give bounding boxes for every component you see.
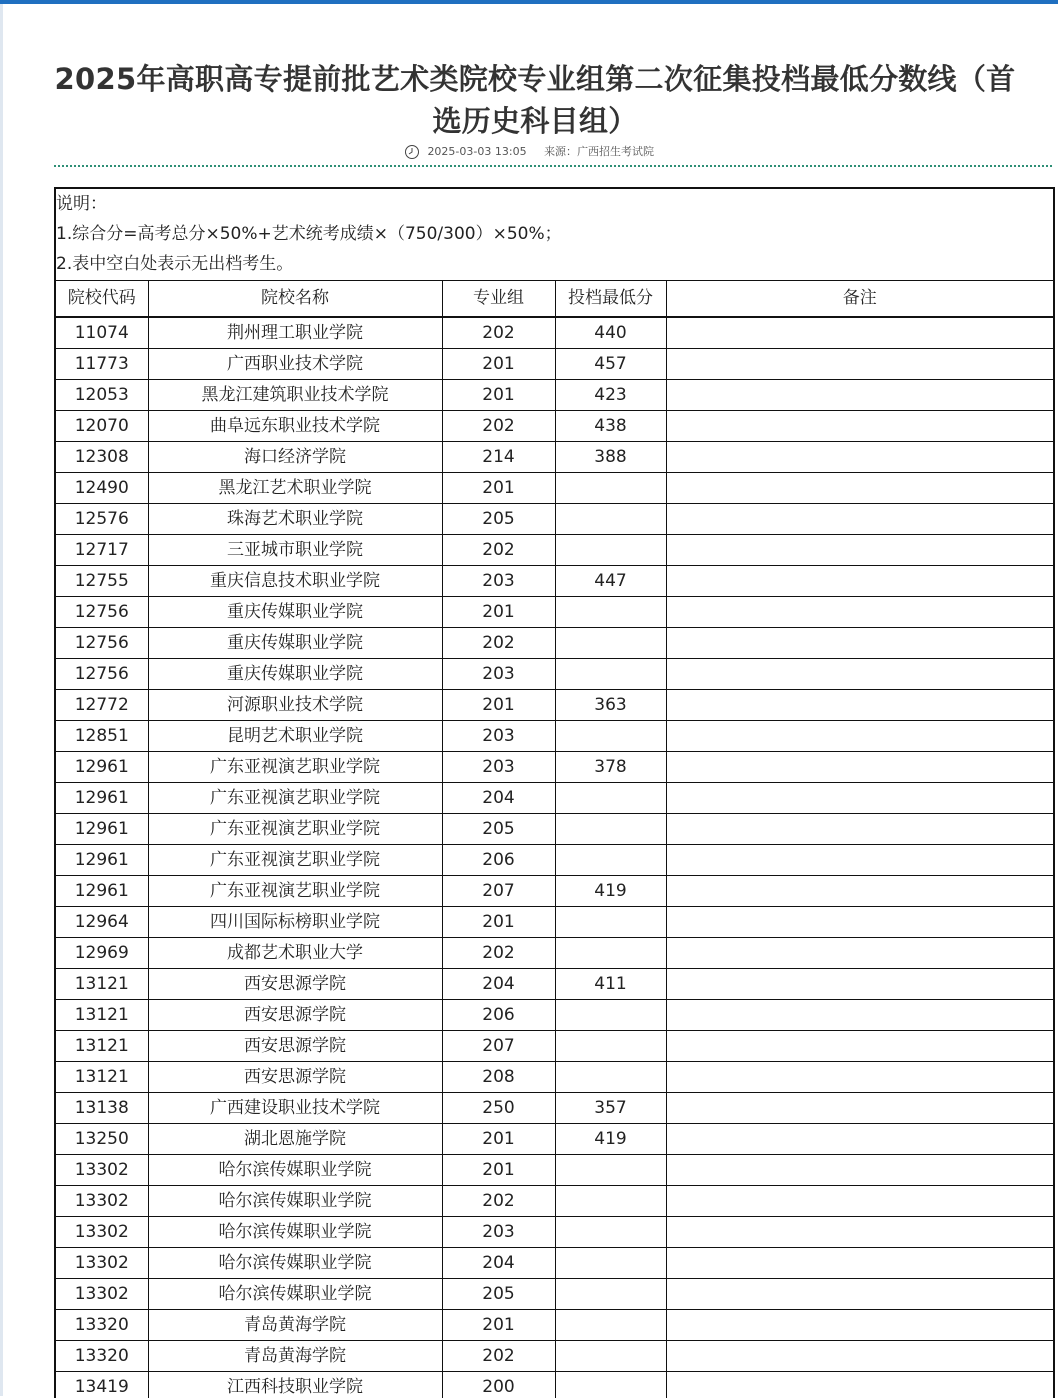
cell-major-group: 201 (442, 473, 555, 504)
cell-school-code: 12756 (56, 597, 148, 628)
cell-min-score (555, 845, 666, 876)
cell-major-group: 207 (442, 876, 555, 907)
cell-school-code: 13302 (56, 1279, 148, 1310)
cell-remarks (666, 1186, 1053, 1217)
cell-school-name: 广西职业技术学院 (148, 349, 442, 380)
cell-remarks (666, 628, 1053, 659)
cell-school-code: 13121 (56, 1062, 148, 1093)
cell-school-name: 湖北恩施学院 (148, 1124, 442, 1155)
cell-school-code: 13302 (56, 1155, 148, 1186)
cell-remarks (666, 317, 1053, 349)
table-row (56, 317, 1053, 349)
cell-school-name: 江西科技职业学院 (148, 1372, 442, 1398)
cell-school-name: 曲阜远东职业技术学院 (148, 411, 442, 442)
cell-school-code: 13121 (56, 1000, 148, 1031)
cell-major-group: 214 (442, 442, 555, 473)
cell-school-name: 西安思源学院 (148, 1031, 442, 1062)
cell-min-score: 419 (555, 1124, 666, 1155)
cell-major-group: 208 (442, 1062, 555, 1093)
score-table (56, 281, 1053, 1398)
score-sheet (54, 187, 1055, 1398)
cell-school-code: 12717 (56, 535, 148, 566)
left-edge (0, 4, 3, 1396)
table-row (56, 969, 1053, 1000)
cell-major-group: 205 (442, 1279, 555, 1310)
cell-min-score (555, 1310, 666, 1341)
header-school-name: 院校名称 (148, 281, 442, 317)
cell-school-code: 13250 (56, 1124, 148, 1155)
cell-remarks (666, 504, 1053, 535)
cell-school-name: 西安思源学院 (148, 969, 442, 1000)
cell-major-group: 201 (442, 380, 555, 411)
cell-school-code: 12772 (56, 690, 148, 721)
cell-min-score: 423 (555, 380, 666, 411)
cell-remarks (666, 1155, 1053, 1186)
cell-school-name: 哈尔滨传媒职业学院 (148, 1155, 442, 1186)
cell-min-score: 363 (555, 690, 666, 721)
cell-major-group: 202 (442, 1341, 555, 1372)
cell-remarks (666, 349, 1053, 380)
cell-min-score (555, 1248, 666, 1279)
cell-min-score (555, 783, 666, 814)
cell-major-group: 201 (442, 1155, 555, 1186)
header-min-score: 投档最低分 (555, 281, 666, 317)
cell-major-group: 250 (442, 1093, 555, 1124)
cell-school-code: 12964 (56, 907, 148, 938)
table-row (56, 690, 1053, 721)
cell-min-score (555, 1372, 666, 1398)
cell-school-code: 12755 (56, 566, 148, 597)
table-row (56, 1062, 1053, 1093)
cell-min-score (555, 1000, 666, 1031)
cell-min-score (555, 938, 666, 969)
table-row (56, 752, 1053, 783)
page-title: 2025年高职高专提前批艺术类院校专业组第二次征集投档最低分数线（首选历史科目组） (40, 58, 1030, 142)
cell-min-score (555, 473, 666, 504)
cell-major-group: 201 (442, 1310, 555, 1341)
cell-major-group: 202 (442, 411, 555, 442)
cell-min-score (555, 1031, 666, 1062)
cell-school-name: 广东亚视演艺职业学院 (148, 752, 442, 783)
cell-remarks (666, 1093, 1053, 1124)
cell-school-code: 12053 (56, 380, 148, 411)
cell-school-code: 12576 (56, 504, 148, 535)
cell-remarks (666, 938, 1053, 969)
cell-min-score: 357 (555, 1093, 666, 1124)
cell-school-code: 12969 (56, 938, 148, 969)
cell-school-name: 广东亚视演艺职业学院 (148, 814, 442, 845)
table-row (56, 814, 1053, 845)
cell-min-score (555, 1186, 666, 1217)
cell-school-name: 重庆传媒职业学院 (148, 659, 442, 690)
cell-min-score: 438 (555, 411, 666, 442)
cell-min-score (555, 1341, 666, 1372)
cell-remarks (666, 1248, 1053, 1279)
cell-remarks (666, 1279, 1053, 1310)
table-row (56, 1093, 1053, 1124)
cell-min-score (555, 1155, 666, 1186)
cell-min-score (555, 535, 666, 566)
notes-line-1: 1.综合分=高考总分×50%+艺术统考成绩×（750/300）×50%； (56, 219, 1053, 249)
cell-remarks (666, 907, 1053, 938)
cell-remarks (666, 783, 1053, 814)
source-name: 广西招生考试院 (577, 145, 654, 158)
cell-school-code: 12961 (56, 814, 148, 845)
cell-major-group: 203 (442, 721, 555, 752)
cell-major-group: 202 (442, 1186, 555, 1217)
table-row (56, 1000, 1053, 1031)
table-row (56, 845, 1053, 876)
cell-min-score: 419 (555, 876, 666, 907)
cell-remarks (666, 1000, 1053, 1031)
cell-school-name: 四川国际标榜职业学院 (148, 907, 442, 938)
notes-heading: 说明： (56, 189, 1053, 219)
table-row (56, 597, 1053, 628)
notes-line-2: 2.表中空白处表示无出档考生。 (56, 249, 1053, 279)
cell-major-group: 202 (442, 317, 555, 349)
article-meta (0, 143, 1058, 161)
cell-major-group: 203 (442, 1217, 555, 1248)
cell-school-name: 昆明艺术职业学院 (148, 721, 442, 752)
table-row (56, 1217, 1053, 1248)
cell-school-name: 成都艺术职业大学 (148, 938, 442, 969)
cell-major-group: 204 (442, 969, 555, 1000)
table-row (56, 473, 1053, 504)
cell-school-code: 12756 (56, 659, 148, 690)
cell-remarks (666, 442, 1053, 473)
table-row (56, 1248, 1053, 1279)
cell-min-score (555, 907, 666, 938)
cell-min-score: 447 (555, 566, 666, 597)
header-major-group: 专业组 (442, 281, 555, 317)
cell-school-code: 12961 (56, 783, 148, 814)
cell-min-score (555, 1217, 666, 1248)
cell-school-name: 青岛黄海学院 (148, 1310, 442, 1341)
cell-school-code: 12851 (56, 721, 148, 752)
cell-school-code: 12070 (56, 411, 148, 442)
cell-major-group: 205 (442, 504, 555, 535)
cell-min-score: 411 (555, 969, 666, 1000)
table-row (56, 442, 1053, 473)
cell-remarks (666, 1310, 1053, 1341)
cell-school-name: 三亚城市职业学院 (148, 535, 442, 566)
cell-school-code: 13121 (56, 969, 148, 1000)
cell-major-group: 201 (442, 690, 555, 721)
cell-school-name: 广东亚视演艺职业学院 (148, 783, 442, 814)
table-row (56, 411, 1053, 442)
table-row (56, 907, 1053, 938)
cell-min-score (555, 1062, 666, 1093)
cell-min-score (555, 628, 666, 659)
table-row (56, 349, 1053, 380)
cell-remarks (666, 1062, 1053, 1093)
cell-school-name: 西安思源学院 (148, 1000, 442, 1031)
cell-school-code: 11773 (56, 349, 148, 380)
cell-school-name: 重庆传媒职业学院 (148, 597, 442, 628)
cell-school-code: 13302 (56, 1248, 148, 1279)
cell-school-code: 13320 (56, 1341, 148, 1372)
header-remarks: 备注 (666, 281, 1053, 317)
table-row (56, 938, 1053, 969)
cell-major-group: 201 (442, 597, 555, 628)
cell-school-name: 广东亚视演艺职业学院 (148, 876, 442, 907)
cell-school-name: 黑龙江建筑职业技术学院 (148, 380, 442, 411)
cell-school-name: 黑龙江艺术职业学院 (148, 473, 442, 504)
cell-school-code: 13302 (56, 1186, 148, 1217)
cell-school-name: 海口经济学院 (148, 442, 442, 473)
cell-school-name: 哈尔滨传媒职业学院 (148, 1217, 442, 1248)
cell-school-name: 哈尔滨传媒职业学院 (148, 1279, 442, 1310)
cell-school-name: 重庆信息技术职业学院 (148, 566, 442, 597)
header-school-code: 院校代码 (56, 281, 148, 317)
cell-remarks (666, 969, 1053, 1000)
cell-remarks (666, 1124, 1053, 1155)
cell-remarks (666, 411, 1053, 442)
table-row (56, 628, 1053, 659)
table-row (56, 566, 1053, 597)
cell-major-group: 203 (442, 752, 555, 783)
table-row (56, 1031, 1053, 1062)
cell-major-group: 201 (442, 907, 555, 938)
table-row (56, 1310, 1053, 1341)
cell-min-score (555, 1279, 666, 1310)
cell-major-group: 204 (442, 1248, 555, 1279)
cell-remarks (666, 380, 1053, 411)
cell-remarks (666, 690, 1053, 721)
cell-major-group: 206 (442, 845, 555, 876)
cell-school-name: 青岛黄海学院 (148, 1341, 442, 1372)
cell-remarks (666, 597, 1053, 628)
cell-min-score (555, 814, 666, 845)
cell-school-name: 广东亚视演艺职业学院 (148, 845, 442, 876)
cell-remarks (666, 535, 1053, 566)
cell-school-code: 12756 (56, 628, 148, 659)
table-body (56, 317, 1053, 1398)
cell-remarks (666, 566, 1053, 597)
cell-major-group: 202 (442, 938, 555, 969)
cell-major-group: 205 (442, 814, 555, 845)
cell-min-score (555, 597, 666, 628)
cell-min-score: 388 (555, 442, 666, 473)
cell-min-score: 378 (555, 752, 666, 783)
table-row (56, 1124, 1053, 1155)
cell-min-score (555, 504, 666, 535)
table-header-row (56, 281, 1053, 317)
table-row (56, 1372, 1053, 1398)
table-row (56, 1279, 1053, 1310)
cell-major-group: 203 (442, 566, 555, 597)
table-row (56, 1186, 1053, 1217)
table-row (56, 783, 1053, 814)
cell-major-group: 207 (442, 1031, 555, 1062)
cell-school-code: 12308 (56, 442, 148, 473)
cell-remarks (666, 814, 1053, 845)
notes-block (56, 189, 1053, 281)
cell-min-score: 457 (555, 349, 666, 380)
cell-school-name: 哈尔滨传媒职业学院 (148, 1248, 442, 1279)
cell-school-code: 13121 (56, 1031, 148, 1062)
cell-school-code: 12961 (56, 876, 148, 907)
cell-major-group: 201 (442, 349, 555, 380)
table-row (56, 876, 1053, 907)
cell-min-score (555, 721, 666, 752)
cell-major-group: 204 (442, 783, 555, 814)
cell-school-name: 重庆传媒职业学院 (148, 628, 442, 659)
cell-remarks (666, 845, 1053, 876)
table-row (56, 380, 1053, 411)
cell-remarks (666, 1217, 1053, 1248)
cell-major-group: 200 (442, 1372, 555, 1398)
cell-school-name: 河源职业技术学院 (148, 690, 442, 721)
cell-school-code: 13138 (56, 1093, 148, 1124)
cell-school-name: 珠海艺术职业学院 (148, 504, 442, 535)
cell-min-score (555, 659, 666, 690)
cell-school-code: 11074 (56, 317, 148, 349)
cell-school-code: 13302 (56, 1217, 148, 1248)
cell-school-name: 西安思源学院 (148, 1062, 442, 1093)
cell-remarks (666, 659, 1053, 690)
cell-major-group: 203 (442, 659, 555, 690)
cell-school-name: 荆州理工职业学院 (148, 317, 442, 349)
table-row (56, 721, 1053, 752)
table-row (56, 535, 1053, 566)
cell-remarks (666, 876, 1053, 907)
cell-school-name: 哈尔滨传媒职业学院 (148, 1186, 442, 1217)
top-accent-bar (0, 0, 1058, 4)
cell-major-group: 206 (442, 1000, 555, 1031)
cell-min-score: 440 (555, 317, 666, 349)
cell-remarks (666, 752, 1053, 783)
table-row (56, 504, 1053, 535)
cell-remarks (666, 1031, 1053, 1062)
cell-school-code: 13320 (56, 1310, 148, 1341)
publish-datetime: 2025-03-03 13:05 (427, 145, 526, 158)
cell-school-code: 13419 (56, 1372, 148, 1398)
table-row (56, 1155, 1053, 1186)
cell-remarks (666, 721, 1053, 752)
cell-school-code: 12490 (56, 473, 148, 504)
cell-school-code: 12961 (56, 845, 148, 876)
cell-remarks (666, 473, 1053, 504)
source-label: 来源： (544, 145, 577, 158)
cell-remarks (666, 1341, 1053, 1372)
clock-icon (404, 144, 420, 160)
cell-major-group: 201 (442, 1124, 555, 1155)
table-row (56, 659, 1053, 690)
table-row (56, 1341, 1053, 1372)
cell-remarks (666, 1372, 1053, 1398)
cell-major-group: 202 (442, 535, 555, 566)
cell-school-name: 广西建设职业技术学院 (148, 1093, 442, 1124)
cell-major-group: 202 (442, 628, 555, 659)
title-divider (54, 165, 1052, 167)
cell-school-code: 12961 (56, 752, 148, 783)
